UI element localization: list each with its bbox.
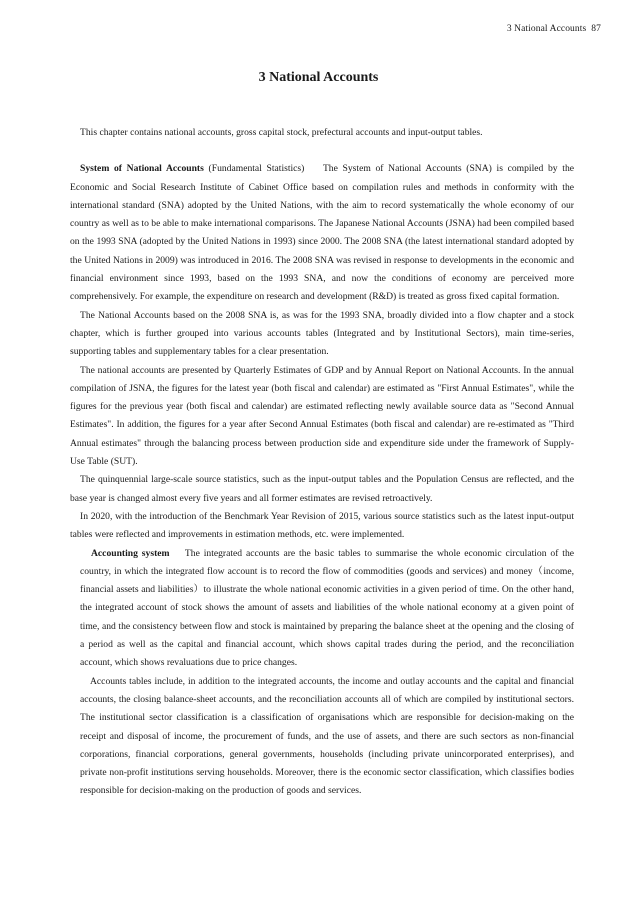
running-title: 3 National Accounts bbox=[506, 24, 587, 34]
sna-paragraph-1 bbox=[70, 160, 574, 306]
sna-paragraph-2: The National Accounts based on the 2008 SNA is, as was for the 1993 SNA, broadly divided into a flow chapter and a stock chapter, which is further grouped into various accounts tables (Integrated and by Institutional Sectors), main time-series, supporting tables and supplementary tables for a clear presentation. bbox=[70, 309, 574, 358]
accounting-paragraph-1-text: The integrated accounts are the basic tables to summarise the whole economic circulation of the country, in which the integrated flow account is to record the flow of commodities (goods and services) and money（income, financial assets and liabilities）to illustrate the whole national economic activities in a given period of time. On the other hand, the integrated account of stock shows the amount of assets and liabilities of the whole national economy at a given point of time, and the consistency between flow and stock is maintained by preparing the balance sheet at the opening and the closing of a period as well as the capital and financial account, which shows capital trades during the period, and the reconciliation account, which shows revaluations due to price changes. bbox=[80, 547, 575, 669]
sna-heading: System of National Accounts bbox=[80, 163, 204, 175]
sna-paragraph-4: The quinquennial large-scale source statistics, such as the input-output tables and the Population Census are reflected, and the base year is changed almost every five years and all former estimates are revised retroactively. bbox=[70, 474, 574, 504]
sna-paragraph-3: The national accounts are presented by Quarterly Estimates of GDP and by Annual Report on National Accounts. In the annual compilation of JSNA, the figures for the latest year (both fiscal and calendar) are estimated as "First Annual Estimates", while the figures for the previous year (both fiscal and calendar) are estimated reflecting newly available source data as "Second Annual Estimates". In addition, the figures for a year after Second Annual Estimates (both fiscal and calendar) are re-estimated as "Third Annual estimates" through the balancing process between production side and expenditure side under the framework of Supply-Use Table (SUT). bbox=[70, 364, 574, 468]
accounting-paragraph-1 bbox=[70, 545, 574, 673]
sna-paragraph-5: In 2020, with the introduction of the Benchmark Year Revision of 2015, various source statistics such as the latest input-output tables were reflected and improvements in estimation methods, etc. were implemented. bbox=[70, 510, 574, 541]
running-header bbox=[507, 24, 601, 34]
accounting-paragraph-2: Accounts tables include, in addition to the integrated accounts, the income and outlay accounts and the capital and financial accounts, the closing balance-sheet accounts, and the reconciliation accounts all of which are compiled by institutional sectors. The institutional sector classification is a classification of organisations which are responsible for decision-making on the receipt and disposal of income, the procurement of funds, and the use of assets, and there are such sectors as non-financial corporations, financial corporations, general governments, households (including private unincorporated enterprises), and private non-profit institutions serving households. Moreover, there is the economic sector classification, which classifies bodies responsible for decision-making on the production of goods and services. bbox=[80, 675, 574, 797]
intro-paragraph: This chapter contains national accounts, gross capital stock, prefectural accounts and input-output tables. bbox=[80, 127, 483, 138]
page-body bbox=[70, 124, 574, 801]
sna-paragraph-1-text: The System of National Accounts (SNA) is compiled by the Economic and Social Research Institute of Cabinet Office based on compilation rules and methods in conformity with the international standard (SNA) adopted by the United Nations, with the aim to record systematically the whole economy of our country as well as to be able to make international comparisons. The Japanese National Accounts (JSNA) had been compiled based on the 1993 SNA (adopted by the United Nations in 1993) since 2000. The 2008 SNA (the latest international standard adopted by the United Nations in 2009) was introduced in 2016. The 2008 SNA was revised in response to developments in the economic and financial environment since 1993, based on the 1993 SNA, and now the conditions of economy are perceived more comprehensively. For example, the expenditure on research and development (R&D) is treated as gross fixed capital formation. bbox=[70, 163, 574, 303]
sna-heading-note: (Fundamental Statistics) bbox=[208, 163, 305, 175]
accounting-heading: Accounting system bbox=[91, 547, 170, 559]
page-number: 87 bbox=[591, 24, 601, 34]
page-title: 3 National Accounts bbox=[258, 70, 379, 85]
